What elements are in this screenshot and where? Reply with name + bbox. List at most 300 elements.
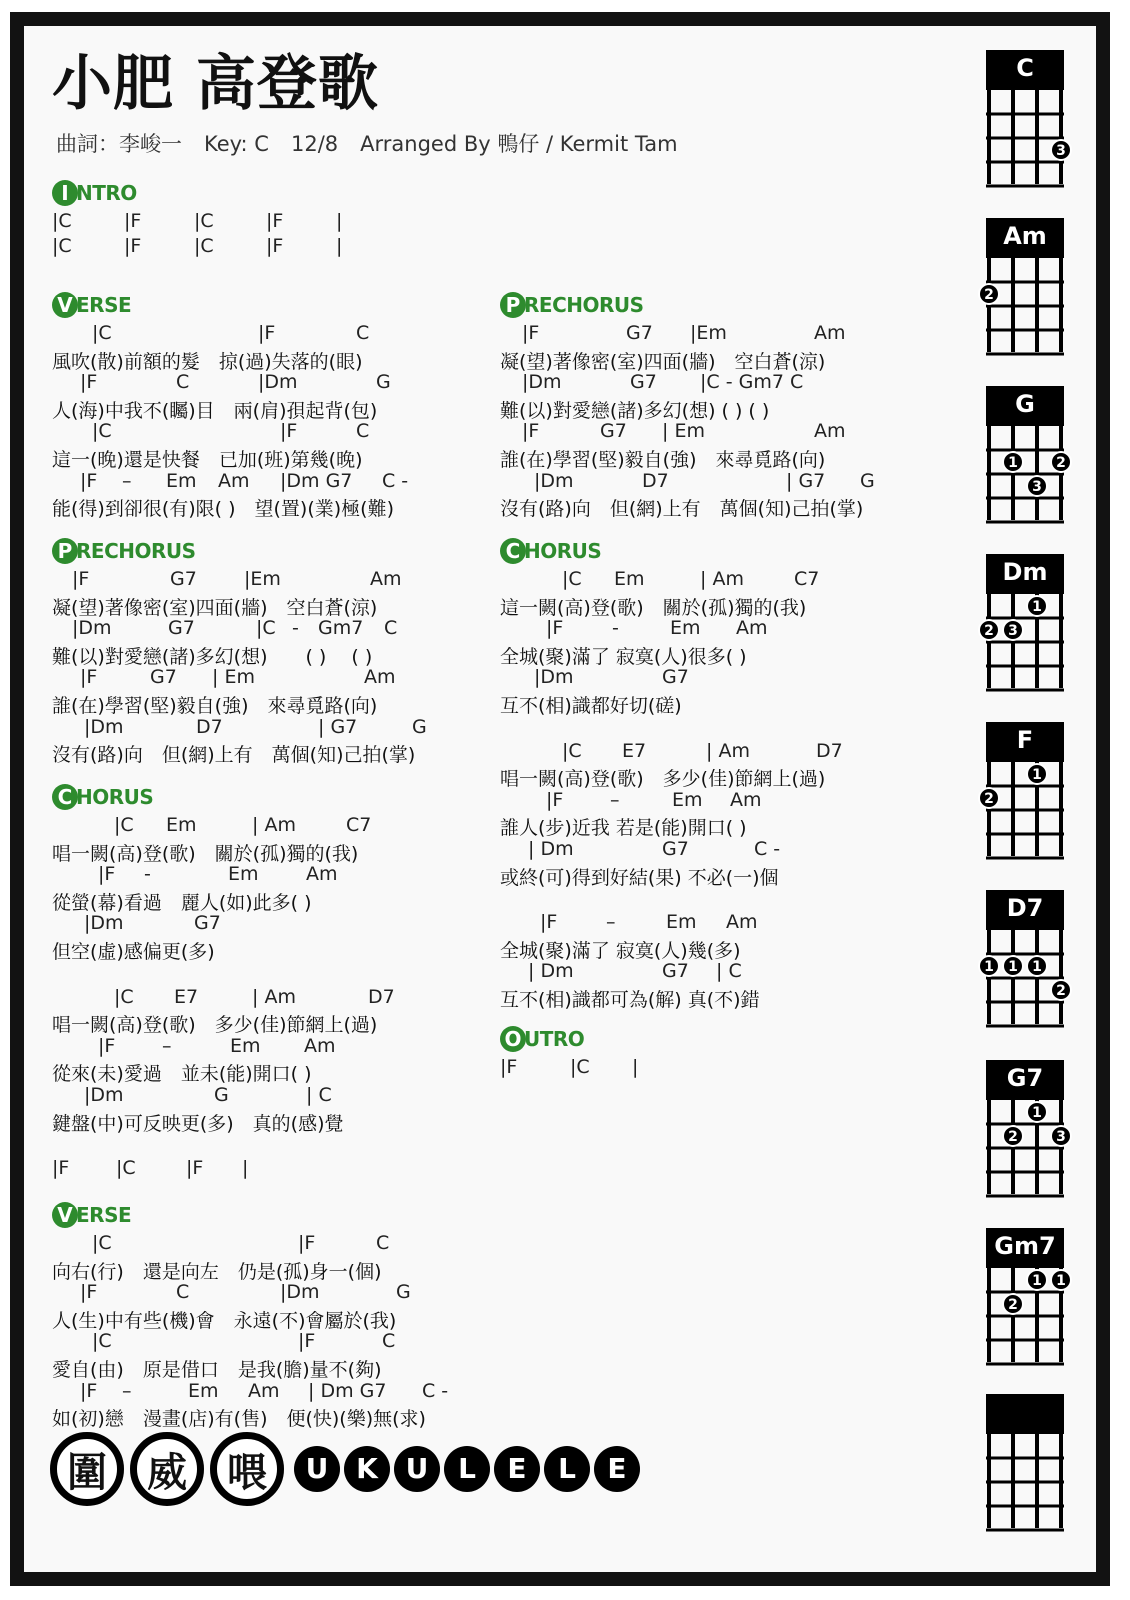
- chord-line: [500, 371, 863, 396]
- chord-line: [500, 568, 825, 593]
- chord-symbol: |Dm G7: [280, 469, 353, 492]
- chord-symbol: G7: [150, 666, 177, 689]
- chord-line: [52, 1232, 426, 1257]
- chord-diagram: [986, 890, 1064, 1024]
- section-heading: [500, 290, 863, 320]
- chord-symbol: Am: [218, 469, 250, 492]
- chord-line: [52, 1379, 449, 1405]
- chord-symbol: | Dm: [528, 837, 574, 860]
- lyric-line: 向右(行) 還是向左 仍是(孤)身一(個): [52, 1260, 382, 1283]
- chord-symbol: C: [376, 1232, 390, 1254]
- finger-number: 1: [1032, 1105, 1042, 1121]
- chord-symbol: D7: [816, 739, 843, 762]
- chord-line: [52, 715, 427, 741]
- fret-nut: [986, 1262, 1064, 1268]
- section-title: HORUS: [524, 539, 602, 563]
- lyric-line: 唱一闕(高)登(歌) 多少(佳)節網上(過): [500, 768, 826, 791]
- section-title: ERSE: [76, 293, 132, 317]
- chord-diagram-name: G: [986, 386, 1064, 420]
- chord-symbol: |C: [114, 985, 134, 1008]
- song-section: [500, 536, 843, 1011]
- section-initial: O: [500, 1026, 526, 1052]
- song-section: [52, 290, 409, 521]
- section-title: RECHORUS: [524, 293, 644, 317]
- finger-number: 3: [1056, 1129, 1066, 1145]
- logo-letter: K: [344, 1446, 390, 1492]
- chord-line: [500, 420, 863, 445]
- lyric-line: 誰(在)學習(堅)毅自(強) 來尋覓路(向): [500, 448, 826, 471]
- chord-symbol: G7: [194, 912, 221, 935]
- section-initial: V: [52, 292, 78, 318]
- chord-symbol: |C: [92, 1330, 112, 1353]
- chord-symbol: |F: [266, 234, 284, 257]
- chord-symbol: |: [632, 1056, 639, 1078]
- chord-symbol: |C: [116, 1157, 136, 1180]
- chord-symbol: G7: [168, 617, 195, 640]
- chord-symbol: –: [162, 1034, 172, 1057]
- lyricist: 曲詞：李峻一: [56, 132, 182, 156]
- chord-symbol: C7: [794, 568, 820, 590]
- chord-line: [52, 234, 343, 260]
- logo-letter: E: [494, 1446, 540, 1492]
- logo-letter: U: [294, 1446, 340, 1492]
- chord-line: [500, 838, 825, 863]
- lyric-line: 全城(聚)滿了 寂寞(人)幾(多): [500, 939, 741, 962]
- chord-symbol: |C: [114, 814, 134, 836]
- chord-symbol: | G7: [786, 469, 826, 492]
- lyric-line: 人(生)中有些(機)會 永遠(不)會屬於(我): [52, 1309, 397, 1332]
- chord-line: [52, 863, 377, 888]
- chord-symbol: | C: [716, 960, 742, 983]
- chord-diagram-name: C: [986, 50, 1064, 84]
- lyric-line: 唱一闕(高)登(歌) 關於(孤)獨的(我): [52, 842, 359, 865]
- chord-symbol: Am: [304, 1034, 336, 1057]
- chord-symbol: Am: [814, 322, 846, 344]
- chord-symbol: E7: [174, 985, 199, 1008]
- chord-symbol: D7: [368, 985, 395, 1008]
- chord-symbol: |C: [194, 210, 214, 232]
- chord-diagram-name: [986, 1394, 1064, 1428]
- line-gap: [500, 887, 825, 911]
- chord-symbol: C: [176, 371, 190, 394]
- chord-symbol: -: [612, 617, 619, 640]
- lyric-line: 從來(未)愛過 並未(能)開口( ): [52, 1063, 312, 1086]
- chord-line: [52, 1330, 426, 1355]
- section-heading: [52, 536, 415, 566]
- lyric-line: 凝(望)著像密(室)四面(牆) 空白蒼(涼): [52, 596, 378, 619]
- chord-line: [500, 911, 825, 936]
- chord-symbol: |Dm: [84, 1083, 124, 1106]
- chord-symbol: | Am: [706, 739, 750, 762]
- chord-diagram-name: Am: [986, 218, 1064, 252]
- chord-symbol: Em: [166, 814, 197, 836]
- lyric-line: 愛自(由) 原是借口 是我(膽)量不(夠): [52, 1358, 382, 1381]
- lyric-line: 如(初)戀 漫畫(店)有(售) 便(快)(樂)無(求): [52, 1408, 426, 1431]
- section-heading: [500, 1024, 584, 1054]
- section-heading: [500, 536, 825, 566]
- logo-letter: L: [544, 1446, 590, 1492]
- chord-symbol: C: [176, 1281, 190, 1304]
- lyric-line: 全城(聚)滿了 寂寞(人)很多( ): [500, 645, 747, 668]
- chord-symbol: Em: [188, 1379, 219, 1402]
- chord-symbol: –: [606, 911, 616, 934]
- chord-line: [52, 985, 395, 1011]
- chord-symbol: G7: [170, 568, 197, 590]
- chord-symbol: |C: [92, 322, 112, 344]
- chord-diagram: [986, 386, 1064, 520]
- finger-number: 2: [984, 623, 994, 639]
- chord-symbol: G7: [630, 371, 657, 394]
- chord-symbol: | Em: [662, 420, 705, 443]
- section-heading: [52, 290, 394, 320]
- chord-symbol: Em: [670, 617, 701, 640]
- finger-number: 1: [1032, 599, 1042, 615]
- chord-symbol: |C: [562, 568, 582, 590]
- chord-symbol: C7: [346, 814, 372, 836]
- chord-symbol: C: [382, 1330, 396, 1353]
- fret-nut: [986, 1094, 1064, 1100]
- lyric-line: 這一闕(高)登(歌) 關於(孤)獨的(我): [500, 596, 807, 619]
- lyric-line: 這一(晚)還是快餐 已加(班)第幾(晚): [52, 448, 363, 471]
- fret-nut: [986, 420, 1064, 426]
- chord-symbol: |F: [98, 863, 116, 886]
- fretboard-grid: [986, 1262, 1064, 1362]
- chord-symbol: C -: [382, 469, 409, 492]
- chord-symbol: | G7: [318, 715, 358, 738]
- chord-symbol: Em: [666, 911, 697, 934]
- chord-diagram-name: Dm: [986, 554, 1064, 588]
- song-section: [52, 536, 427, 767]
- chord-symbol: | Am: [700, 568, 744, 590]
- chord-symbol: G: [376, 371, 391, 394]
- chord-symbol: |F: [52, 1157, 70, 1180]
- lyric-line: 風吹(散)前額的髮 掠(過)失落的(眼): [52, 350, 363, 373]
- section-initial: P: [52, 538, 78, 564]
- chord-line: [52, 1035, 377, 1060]
- chord-symbol: C: [356, 322, 370, 344]
- lyric-line: 能(得)到卻很(有)限( ) 望(置)(業)極(難): [52, 498, 394, 521]
- chord-symbol: Em: [230, 1034, 261, 1057]
- line-gap: [52, 1133, 377, 1157]
- logo-seal: 喂: [210, 1432, 284, 1506]
- lyric-line: 從螢(幕)看過 麗人(如)此多( ): [52, 891, 312, 914]
- chord-symbol: |C: [92, 420, 112, 443]
- song-section: [500, 1024, 639, 1081]
- finger-number: 3: [1056, 143, 1066, 159]
- section-initial: I: [52, 180, 78, 206]
- lyric-line: 唱一闕(高)登(歌) 多少(佳)節網上(過): [52, 1014, 378, 1037]
- chord-symbol: |C: [92, 1232, 112, 1254]
- fretboard-grid: [986, 756, 1064, 856]
- chord-diagram: [986, 218, 1064, 352]
- chord-symbol: |F: [186, 1157, 204, 1180]
- song-section: [52, 782, 395, 1182]
- chord-symbol: |F: [80, 469, 98, 492]
- section-heading: [52, 178, 137, 208]
- chord-symbol: |F: [80, 371, 98, 394]
- chord-symbol: |F: [258, 322, 276, 344]
- chord-symbol: D7: [196, 715, 223, 738]
- chord-symbol: |F: [280, 420, 298, 443]
- chord-symbol: | Dm G7: [308, 1379, 387, 1402]
- chord-symbol: Am: [726, 911, 758, 934]
- chord-line: [52, 568, 415, 593]
- chord-symbol: Em: [614, 568, 645, 590]
- lyric-line: 沒有(路)向 但(網)上有 萬個(知)己拍(掌): [500, 498, 864, 521]
- finger-number: 1: [1008, 455, 1018, 471]
- chord-line: [52, 469, 409, 495]
- logo-letter: E: [594, 1446, 640, 1492]
- finger-number: 1: [1032, 959, 1042, 975]
- song-title: 小肥 高登歌: [52, 49, 379, 119]
- chord-diagram: [986, 50, 1064, 184]
- chord-diagram: [986, 722, 1064, 856]
- lyric-line: 鍵盤(中)可反映更(多) 真的(感)覺: [52, 1112, 344, 1135]
- chord-symbol: C: [384, 617, 398, 640]
- lyric-line: 難(以)對愛戀(諸)多幻(想) ( ) ( ): [52, 645, 373, 668]
- chord-symbol: |Dm: [72, 617, 112, 640]
- section-heading: [52, 1200, 426, 1230]
- chord-symbol: G: [214, 1083, 229, 1106]
- chord-symbol: Am: [306, 863, 338, 886]
- chord-symbol: |Em: [244, 568, 281, 590]
- lyric-line: 誰人(步)近我 若是(能)開口( ): [500, 817, 747, 840]
- chord-symbol: G7: [626, 322, 653, 344]
- chord-symbol: |Em: [690, 322, 727, 344]
- section-initial: C: [500, 538, 526, 564]
- finger-number: 2: [1056, 455, 1066, 471]
- chord-symbol: |F: [540, 911, 558, 934]
- chord-symbol: Em: [228, 863, 259, 886]
- chord-symbol: Am: [248, 1379, 280, 1402]
- chord-symbol: |: [242, 1157, 249, 1180]
- chord-symbol: Am: [364, 666, 396, 689]
- chord-line: [52, 617, 415, 642]
- line-gap: [52, 962, 377, 986]
- fretboard-grid: [986, 924, 1064, 1024]
- chord-symbol: |F: [546, 617, 564, 640]
- lyric-line: 互不(相)識都好切(磋): [500, 694, 682, 717]
- chord-symbol: Am: [730, 788, 762, 811]
- chord-symbol: |Dm: [534, 666, 574, 689]
- chord-symbol: |: [336, 210, 343, 232]
- finger-number: 1: [1032, 1273, 1042, 1289]
- chord-line: [500, 666, 825, 691]
- chord-symbol: |F: [266, 210, 284, 232]
- logo-letter: U: [394, 1446, 440, 1492]
- time-signature: 12/8: [290, 132, 339, 156]
- chord-symbol: |F: [124, 210, 142, 232]
- fretboard-grid: [986, 1094, 1064, 1194]
- chord-symbol: | C: [306, 1083, 332, 1106]
- fretboard-grid: [986, 252, 1064, 352]
- song-section: [500, 290, 875, 521]
- chord-symbol: E7: [622, 739, 647, 762]
- chord-symbol: |F: [80, 666, 98, 689]
- chord-symbol: |F: [72, 568, 90, 590]
- chord-symbol: G: [412, 715, 427, 738]
- section-title: NTRO: [76, 181, 137, 205]
- chord-symbol: Am: [736, 617, 768, 640]
- lyric-line: 或終(可)得到好結(果) 不必(一)個: [500, 866, 779, 889]
- chord-line: [500, 1056, 639, 1081]
- chord-diagram-name: Gm7: [986, 1228, 1064, 1262]
- chord-symbol: |F: [522, 322, 540, 344]
- chord-symbol: |F: [500, 1056, 518, 1078]
- section-title: HORUS: [76, 785, 154, 809]
- chord-symbol: |F: [80, 1379, 98, 1402]
- brand-logo: [50, 1432, 640, 1506]
- lyric-line: 沒有(路)向 但(網)上有 萬個(知)己拍(掌): [52, 744, 416, 767]
- fretboard-grid: [986, 588, 1064, 688]
- chord-symbol: C -: [422, 1379, 449, 1402]
- finger-number: 1: [1056, 1273, 1066, 1289]
- chord-symbol: C -: [754, 837, 781, 860]
- chord-symbol: | Am: [252, 985, 296, 1008]
- chord-symbol: C: [356, 420, 370, 443]
- chord-line: [52, 666, 415, 691]
- chord-symbol: | Dm: [528, 960, 574, 983]
- lyric-line: 互不(相)識都可為(解) 真(不)錯: [500, 988, 760, 1011]
- chord-symbol: G7: [662, 666, 689, 689]
- chord-line: [500, 960, 825, 985]
- chord-symbol: Am: [814, 420, 846, 443]
- finger-number: 1: [1008, 959, 1018, 975]
- section-title: UTRO: [524, 1027, 585, 1051]
- song-section: [52, 1200, 449, 1431]
- chord-diagram-name: D7: [986, 890, 1064, 924]
- section-initial: V: [52, 1202, 78, 1228]
- fret-nut: [986, 756, 1064, 762]
- chord-symbol: |C: [562, 739, 582, 762]
- chord-symbol: |: [336, 234, 343, 257]
- chord-symbol: |F: [98, 1034, 116, 1057]
- chord-symbol: G7: [662, 960, 689, 983]
- chord-line: [52, 1157, 377, 1182]
- chord-symbol: |Dm: [522, 371, 562, 394]
- chord-symbol: –: [122, 1379, 132, 1402]
- chord-line: [52, 371, 394, 396]
- lyric-line: 但空(虛)感偏更(多): [52, 940, 215, 963]
- fret-nut: [986, 924, 1064, 930]
- chord-symbol: |F: [298, 1232, 316, 1254]
- chord-symbol: Em: [166, 469, 197, 492]
- arranger: Arranged By 鴨仔 / Kermit Tam: [360, 132, 678, 156]
- chord-symbol: G: [860, 469, 875, 492]
- chord-symbol: G7: [600, 420, 627, 443]
- chord-line: [500, 617, 825, 642]
- section-title: ERSE: [76, 1203, 132, 1227]
- chord-symbol: |C: [194, 234, 214, 257]
- chord-diagram: [986, 554, 1064, 688]
- finger-number: 1: [984, 959, 994, 975]
- song-section: [52, 178, 343, 259]
- chord-line: [52, 1281, 426, 1306]
- chord-symbol: |Dm: [534, 469, 574, 492]
- chord-symbol: –: [610, 788, 620, 811]
- chord-line: [52, 420, 394, 445]
- chord-symbol: Gm7: [318, 617, 364, 640]
- chord-symbol: |F: [546, 788, 564, 811]
- chord-symbol: |C: [52, 234, 72, 257]
- chord-diagram-name: F: [986, 722, 1064, 756]
- chord-symbol: |C: [570, 1056, 590, 1078]
- key: Key: C: [204, 132, 269, 156]
- chord-diagram: [986, 1228, 1064, 1362]
- chord-symbol: |Dm: [84, 912, 124, 935]
- finger-number: 2: [1008, 1129, 1018, 1145]
- chord-symbol: G7: [662, 837, 689, 860]
- chord-symbol: -: [292, 617, 299, 640]
- fretboard-grid: [986, 84, 1064, 184]
- chord-line: [500, 739, 843, 765]
- section-heading: [52, 782, 377, 812]
- lyric-line: 凝(望)著像密(室)四面(牆) 空白蒼(涼): [500, 350, 826, 373]
- chord-symbol: G: [396, 1281, 411, 1304]
- chord-diagram: [986, 1060, 1064, 1194]
- finger-number: 2: [984, 287, 994, 303]
- fret-nut: [986, 1428, 1064, 1434]
- finger-number: 3: [1032, 479, 1042, 495]
- chord-symbol: |C: [52, 210, 72, 232]
- chord-symbol: D7: [642, 469, 669, 492]
- chord-symbol: –: [122, 469, 132, 492]
- fretboard-grid: [986, 1428, 1064, 1528]
- chord-symbol: |F: [80, 1281, 98, 1304]
- chord-symbol: -: [144, 863, 151, 886]
- chord-line: [500, 322, 863, 347]
- chord-symbol: Am: [370, 568, 402, 590]
- finger-number: 3: [1008, 623, 1018, 639]
- song-meta: [56, 128, 700, 158]
- finger-number: 1: [1032, 767, 1042, 783]
- chord-line: [52, 1084, 377, 1109]
- chord-line: [52, 814, 377, 839]
- chord-line: [500, 789, 825, 814]
- fretboard-grid: [986, 420, 1064, 520]
- fret-nut: [986, 252, 1064, 258]
- chord-line: [52, 912, 377, 937]
- section-initial: P: [500, 292, 526, 318]
- chord-diagram: [986, 1394, 1064, 1528]
- chord-line: [500, 469, 875, 495]
- chord-line: [52, 210, 343, 235]
- chord-symbol: | Am: [252, 814, 296, 836]
- logo-seal: 威: [130, 1432, 204, 1506]
- logo-letter: L: [444, 1446, 490, 1492]
- finger-number: 2: [1056, 983, 1066, 999]
- chord-symbol: |F: [124, 234, 142, 257]
- chord-symbol: |Dm: [280, 1281, 320, 1304]
- chord-symbol: |F: [298, 1330, 316, 1353]
- chord-line: [52, 322, 394, 347]
- chord-symbol: |C: [256, 617, 276, 640]
- fret-nut: [986, 588, 1064, 594]
- chord-symbol: |Dm: [84, 715, 124, 738]
- lyric-line: 人(海)中我不(矚)目 兩(肩)孭起背(包): [52, 399, 378, 422]
- chord-symbol: |C - Gm7 C: [700, 371, 804, 394]
- chord-symbol: |Dm: [258, 371, 298, 394]
- chord-diagram-name: G7: [986, 1060, 1064, 1094]
- chord-symbol: |F: [522, 420, 540, 443]
- chord-symbol: Em: [672, 788, 703, 811]
- line-gap: [500, 716, 825, 740]
- section-title: RECHORUS: [76, 539, 196, 563]
- logo-seal: 圍: [50, 1432, 124, 1506]
- lyric-line: 誰(在)學習(堅)毅自(強) 來尋覓路(向): [52, 694, 378, 717]
- finger-number: 2: [1008, 1297, 1018, 1313]
- chord-symbol: | Em: [212, 666, 255, 689]
